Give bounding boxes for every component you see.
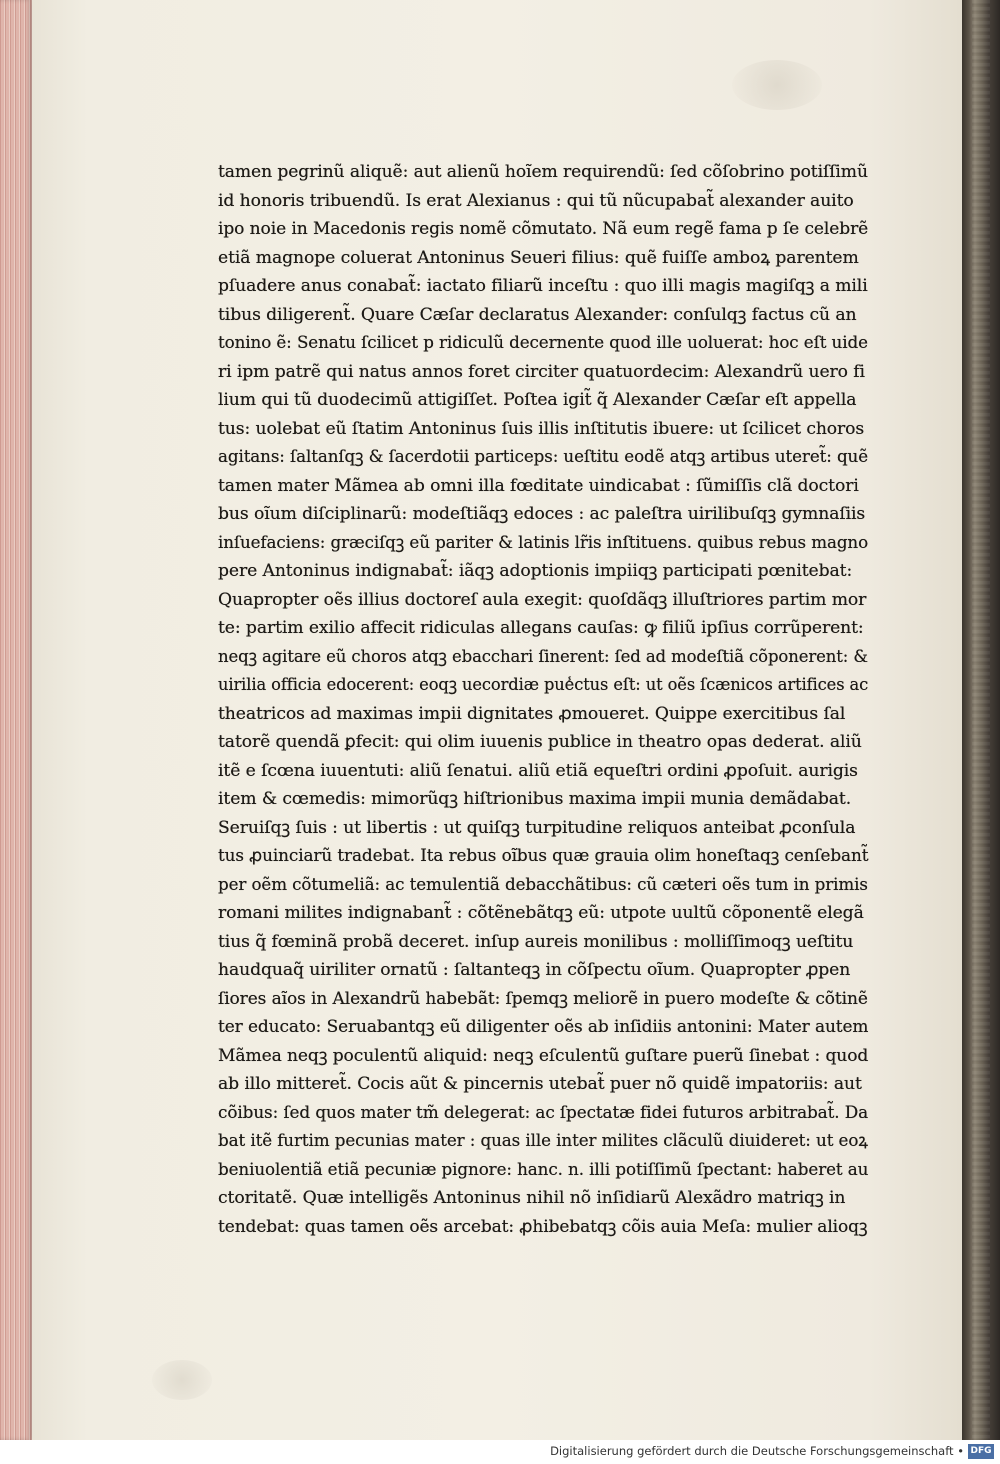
page-stain [732,60,822,110]
text-line: tatorẽ quendã ꝑfecit: qui olim iuuenis publice in theatro opas dederat. aliũ [218,732,862,752]
text-line: beniuolentiã etiã pecuniæ pignore: hanc. n. illi potiſſimũ ſpectant: haberet au [218,1159,869,1180]
dfg-logo: DFG [968,1444,994,1459]
text-line: item & cœmedis: mimorũqꝫ hiſtrionibus maxima impii munia demãdabat. [218,789,852,809]
text-line: Mãmea neqꝫ poculentũ aliquid: neqꝫ eſculentũ guſtare puerũ ſinebat : quod [218,1045,869,1066]
text-line: haudquaq̃ uiriliter ornatũ : ſaltanteqꝫ in cõſpectu oĩum. Quapropter ꝓpen [218,960,851,980]
footer-credit-text: Digitalisierung gefördert durch die Deutsche Forschungsgemeinschaft [550,1444,954,1458]
text-line: neqꝫ agitare eũ choros atqꝫ ebacchari ſinerent: ſed ad modeſtiã cõponerent: & [218,646,868,667]
text-line: ter educato: Seruabantqꝫ eũ diligenter oẽs ab inſidiis antonini: Mater autem [218,1017,869,1037]
text-line: te: partim exilio affecit ridiculas allegans cauſas: ꝙ filiũ ipſius corrũperent: [218,618,864,638]
text-line: itẽ e ſcœna iuuentuti: aliũ ſenatui. aliũ etiã equeſtri ordini ꝓpoſuit. aurigis [218,760,858,781]
text-line: bat itẽ furtim pecunias mater : quas ille inter milites clãculũ diuideret: ut eoꝝ [218,1131,868,1151]
text-line: agitans: ſaltanſqꝫ & ſacerdotii particeps: ueſtitu eodẽ atqꝫ artibus uteret̃: quẽ [218,447,868,467]
page-stain [152,1360,212,1400]
text-line: tus: uolebat eũ ſtatim Antoninus ſuis illis inſtitutis ibuere: ut ſcilicet choros [218,418,865,439]
text-line: Seruiſqꝫ ſuis : ut libertis : ut quiſqꝫ turpitudine reliquos anteibat ꝓconſula [218,817,856,838]
text-line: id honoris tribuendũ. Is erat Alexianus : qui tũ nũcupabat̃ alexander auito [218,190,854,211]
text-line: ctoritatẽ. Quæ intelligẽs Antoninus nihil nõ inſidiarũ Alexãdro matriqꝫ in [218,1188,846,1208]
text-line: per oẽm cõtumeliã: ac temulentiã debacchãtibus: cũ cæteri oẽs tum in primis [218,874,868,895]
footer-credit [550,1444,964,1458]
text-line: romani milites indignabant̃ : cõtẽnebãtqꝫ eũ: utpote uultũ cõponentẽ elegã [218,903,864,923]
text-line: tonino ẽ: Senatu ſcilicet p ridiculũ decernente quod ille uoluerat: hoc eſt uide [218,333,868,353]
text-line: pere Antoninus indignabat̃: iãqꝫ adoptionis impiiqꝫ participati pœnitebat: [218,561,853,581]
text-line: tamen mater Mãmea ab omni illa fœditate uindicabat : ſũmiſſis clã doctori [218,475,859,496]
text-line: tendebat: quas tamen oẽs arcebat: ꝓhibebatqꝫ cõis auia Meſa: mulier alioqꝫ [218,1216,868,1237]
text-line: inſuefaciens: græciſqꝫ eũ pariter & latinis lr̃is inſtituens. quibus rebus magno [218,532,869,553]
book-gutter [962,0,1000,1440]
text-line: uirilia officia edocerent: eoqꝫ uecordiæ pue̾ctus eſt: ut oẽs ſcænicos artifices ac [218,675,869,695]
printed-text-block [218,158,868,1241]
text-line: pſuadere anus conabat̃: iactato filiarũ inceſtu : quo illi magis magiſqꝫ a mili [218,276,868,296]
text-line: tamen pegrinũ aliquẽ: aut alienũ hoĩem requirendũ: ſed cõſobrino potiſſimũ [218,162,868,182]
text-line: ab illo mitteret̃. Cocis aũt & pincernis utebat̃ puer nõ quidẽ impatoriis: aut [218,1074,862,1094]
text-line: bus oĩum diſciplinarũ: modeſtiãqꝫ edoces : ac paleſtra uirilibuſqꝫ gymnaſiis [218,504,866,524]
text-line: ipo noie in Macedonis regis nomẽ cõmutato. Nã eum regẽ fama p ſe celebrẽ [218,219,869,239]
text-line: tius q̃ fœminã probã deceret. inſup aureis monilibus : molliſſimoqꝫ ueſtitu [218,931,854,952]
text-line: ri ipm patrẽ qui natus annos foret circiter quatuordecim: Alexandrũ uero fi [218,361,865,382]
text-line: Quapropter oẽs illius doctoreſ aula exegit: quoſdãqꝫ illuſtriores partim mor [218,589,867,610]
footer-separator: • [957,1444,964,1458]
text-line: lium qui tũ duodecimũ attigiſſet. Poſtea igit̃ q̃ Alexander Cæſar eſt appella [218,390,857,410]
text-line: cõibus: ſed quos mater tm̃ delegerat: ac ſpectatæ fidei futuros arbitrabat̃. Da [218,1102,869,1123]
text-line: theatricos ad maximas impii dignitates ꝓmoueret. Quippe exercitibus ſal [218,703,846,724]
footer-bar [0,1440,1000,1464]
book-fore-edge [0,0,32,1440]
text-line: tibus diligerent̃. Quare Cæſar declaratus Alexander: conſulqꝫ factus cũ an [218,304,857,325]
text-line: ſiores aĩos in Alexandrũ habebãt: ſpemqꝫ meliorẽ in puero modeſte & cõtinẽ [218,988,868,1009]
text-line: tus ꝓuinciarũ tradebat. Ita rebus oĩbus quæ grauia olim honeſtaqꝫ cenſebant̃ [218,846,869,866]
text-line: etiã magnope coluerat Antoninus Seueri filius: quẽ fuiſſe amboꝝ parentem [218,247,859,268]
